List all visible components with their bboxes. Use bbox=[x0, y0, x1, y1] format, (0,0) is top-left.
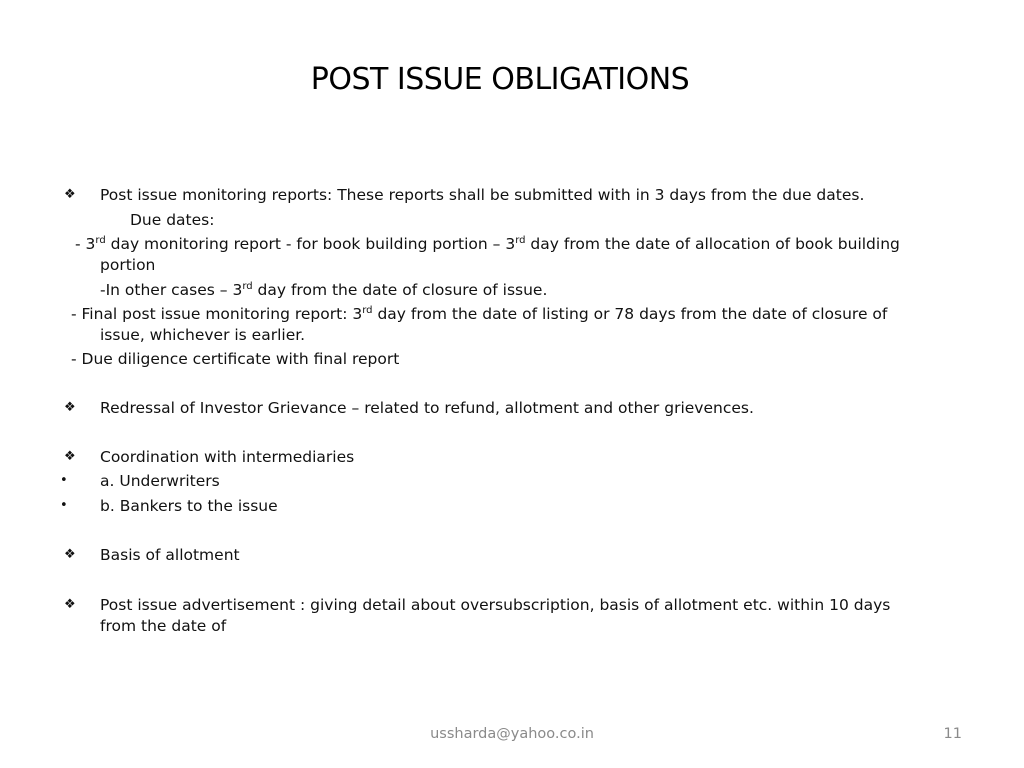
other-cases-text-b: day from the date of closure of issue. bbox=[252, 281, 548, 299]
basis-of-allotment-text: Basis of allotment bbox=[100, 546, 240, 564]
diamond-bullet-icon: ❖ bbox=[64, 597, 76, 612]
redressal-text: Redressal of Investor Grievance – related to refund, allotment and other grievences. bbox=[100, 399, 754, 417]
bookbuilding-text-b: day monitoring report - for book building portion – 3 bbox=[105, 235, 516, 253]
final-report-continuation: issue, whichever is earlier. bbox=[100, 326, 306, 344]
coordination-text: Coordination with intermediaries bbox=[100, 448, 355, 466]
bookbuilding-text-c: day from the date of allocation of book building bbox=[525, 235, 900, 253]
diamond-bullet-icon: ❖ bbox=[64, 449, 76, 464]
page-number: 11 bbox=[943, 726, 962, 742]
final-report-sup: rd bbox=[362, 305, 373, 316]
other-cases-sup: rd bbox=[242, 281, 253, 292]
final-report-text-a: - Final post issue monitoring report: 3 bbox=[71, 305, 363, 323]
advertisement-continuation: from the date of bbox=[100, 617, 227, 635]
dot-bullet-icon: • bbox=[60, 473, 68, 488]
due-dates-label: Due dates: bbox=[130, 211, 215, 229]
bookbuilding-sup-1: rd bbox=[95, 235, 106, 246]
slide-title: POST ISSUE OBLIGATIONS bbox=[310, 62, 690, 97]
diamond-bullet-icon: ❖ bbox=[64, 187, 76, 202]
bookbuilding-line bbox=[75, 234, 900, 254]
diamond-bullet-icon: ❖ bbox=[64, 400, 76, 415]
due-diligence-text: - Due diligence certificate with final report bbox=[71, 350, 400, 368]
advertisement-text: Post issue advertisement : giving detail about oversubscription, basis of allotment etc. within 10 days bbox=[100, 596, 891, 614]
final-report-line bbox=[71, 304, 887, 324]
bankers-text: b. Bankers to the issue bbox=[100, 497, 278, 515]
other-cases-line bbox=[100, 280, 547, 300]
dot-bullet-icon: • bbox=[60, 498, 68, 513]
diamond-bullet-icon: ❖ bbox=[64, 547, 76, 562]
final-report-text-b: day from the date of listing or 78 days from the date of closure of bbox=[372, 305, 888, 323]
bookbuilding-sup-2: rd bbox=[515, 235, 526, 246]
other-cases-text-a: -In other cases – 3 bbox=[100, 281, 243, 299]
bookbuilding-continuation: portion bbox=[100, 256, 156, 274]
underwriters-text: a. Underwriters bbox=[100, 472, 220, 490]
footer-email: ussharda@yahoo.co.in bbox=[430, 726, 594, 742]
bookbuilding-text-a: - 3 bbox=[75, 235, 96, 253]
monitoring-reports-text: Post issue monitoring reports: These reports shall be submitted with in 3 days from the due dates. bbox=[100, 186, 865, 204]
